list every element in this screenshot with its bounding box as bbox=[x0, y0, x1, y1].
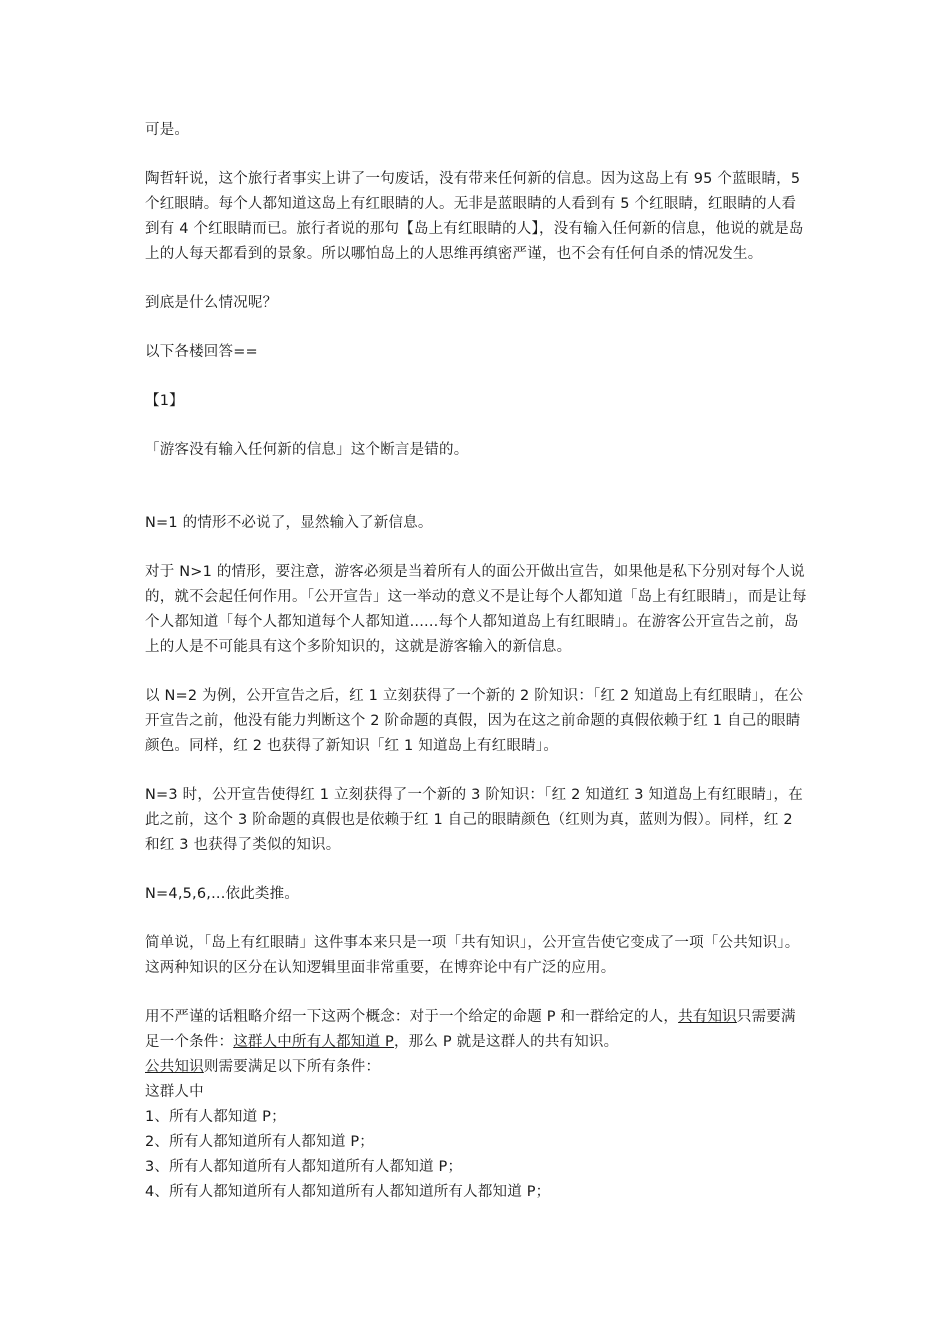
paragraph-common-knowledge bbox=[145, 1055, 810, 1080]
paragraph-n2: 以 N=2 为例，公开宣告之后，红 1 立刻获得了一个新的 2 阶知识：「红 2 知道岛上有红眼睛」，在公开宣告之前，他没有能力判断这个 2 阶命题的真假，因为在这之前命题的真假依赖于红 1 自己的眼睛颜色。同样，红 2 也获得了新知识「红 1 知道岛上有红眼睛」。 bbox=[145, 688, 804, 754]
paragraph-claim-wrong: 「游客没有输入任何新的信息」这个断言是错的。 bbox=[145, 442, 469, 458]
paragraph-induction: N=4,5,6,...依此类推。 bbox=[145, 886, 300, 902]
definitions-text-e: ，那么 P 就是这群人的共有知识。 bbox=[393, 1034, 619, 1050]
common-knowledge-term: 公共知识 bbox=[145, 1059, 204, 1075]
paragraph-public-announcement: 对于 N>1 的情形，要注意，游客必须是当着所有人的面公开做出宣告，如果他是私下分别对每个人说的，就不会起任何作用。「公开宣告」这一举动的意义不是让每个人都知道「岛上有红眼睛」，而是让每个人都知道「每个人都知道每个人都知道......每个人都知道岛上有红眼睛」。在游客公开宣告之前，岛上的人是不可能具有这个多阶知识的，这就是游客输入的新信息。 bbox=[145, 564, 807, 655]
paragraph-summary: 简单说，「岛上有红眼睛」这件事本来只是一项「共有知识」，公开宣告使它变成了一项「公共知识」。这两种知识的区分在认知逻辑里面非常重要，在博弈论中有广泛的应用。 bbox=[145, 935, 800, 976]
paragraph-n1: N=1 的情形不必说了，显然输入了新信息。 bbox=[145, 515, 433, 531]
definitions-text-c: 只需要满足一个条件： bbox=[145, 1009, 796, 1050]
list-item: 4、所有人都知道所有人都知道所有人都知道所有人都知道 P； bbox=[145, 1184, 551, 1200]
list-item: 1、所有人都知道 P； bbox=[145, 1109, 286, 1125]
paragraph-definitions bbox=[145, 1005, 810, 1055]
paragraph-n3: N=3 时，公开宣告使得红 1 立刻获得了一个新的 3 阶知识：「红 2 知道红 3 知道岛上有红眼睛」，在此之前，这个 3 阶命题的真假也是依赖于红 1 自己的眼睛颜色（红则为真，蓝则为假）。同样，红 2 和红 3 也获得了类似的知识。 bbox=[145, 787, 803, 853]
list-item: 2、所有人都知道所有人都知道 P； bbox=[145, 1134, 374, 1150]
paragraph-group: 这群人中 bbox=[145, 1084, 204, 1100]
paragraph-intro: 可是。 bbox=[145, 122, 190, 138]
definitions-text-a: 用不严谨的话粗略介绍一下这两个概念：对于一个给定的命题 P 和一群给定的人， bbox=[145, 1009, 679, 1025]
mutual-knowledge-term: 共有知识 bbox=[678, 1009, 737, 1025]
list-item: 3、所有人都知道所有人都知道所有人都知道 P； bbox=[145, 1159, 463, 1175]
paragraph-answers-heading: 以下各楼回答== bbox=[145, 344, 258, 360]
common-knowledge-text: 则需要满足以下所有条件： bbox=[203, 1059, 381, 1075]
paragraph-question: 到底是什么情况呢？ bbox=[145, 295, 278, 311]
paragraph-tao-argument: 陶哲轩说，这个旅行者事实上讲了一句废话，没有带来任何新的信息。因为这岛上有 95 个蓝眼睛，5 个红眼睛。每个人都知道这岛上有红眼睛的人。无非是蓝眼睛的人看到有 5 个红眼睛，红眼睛的人看到有 4 个红眼睛而已。旅行者说的那句【岛上有红眼睛的人】，没有输入任何新的信息，他说的就是岛上的人每天都看到的景象。所以哪怕岛上的人思维再缜密严谨，也不会有任何自杀的情况发生。 bbox=[145, 171, 804, 262]
mutual-knowledge-condition: 这群人中所有人都知道 P bbox=[233, 1034, 394, 1050]
document-page bbox=[145, 118, 810, 1205]
answer-number: 【1】 bbox=[145, 393, 184, 409]
